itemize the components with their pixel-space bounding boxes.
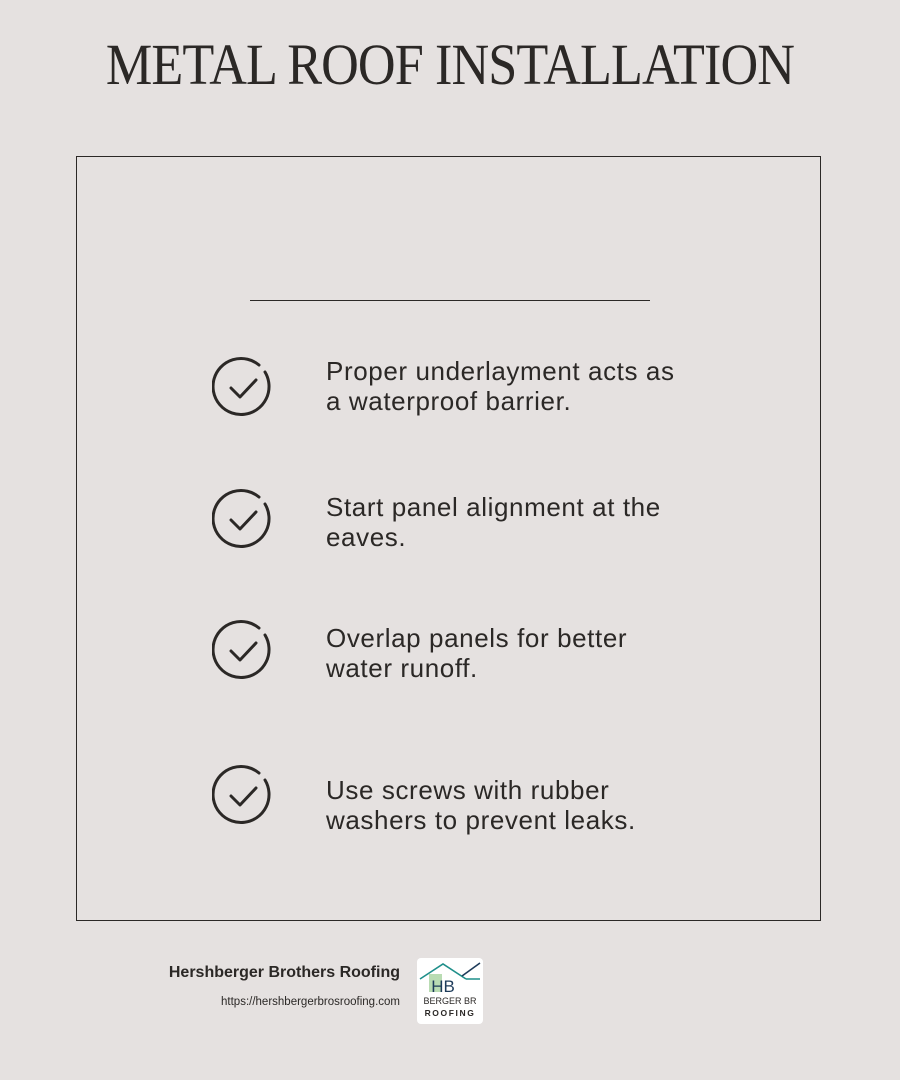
checklist-text bbox=[326, 356, 766, 416]
checklist-text-line2: eaves. bbox=[326, 522, 407, 552]
checklist-text-line1: Proper underlayment acts as bbox=[326, 356, 675, 386]
checklist-text-line2: a waterproof barrier. bbox=[326, 386, 572, 416]
checklist-text-line2: washers to prevent leaks. bbox=[326, 805, 636, 835]
checklist-item bbox=[212, 488, 772, 552]
checklist-text-line1: Start panel alignment at the bbox=[326, 492, 661, 522]
checklist-text bbox=[326, 492, 766, 552]
check-circle-icon bbox=[212, 356, 274, 418]
check-circle-icon bbox=[212, 488, 274, 550]
checklist-text-line1: Use screws with rubber bbox=[326, 775, 610, 805]
checklist-item bbox=[212, 619, 772, 683]
divider bbox=[250, 300, 650, 301]
company-name: Hershberger Brothers Roofing bbox=[168, 964, 400, 981]
page-title: METAL ROOF INSTALLATION bbox=[105, 32, 795, 97]
company-url[interactable]: https://hershbergerbrosroofing.com bbox=[221, 996, 400, 1008]
checklist-item bbox=[212, 356, 772, 420]
check-circle-icon bbox=[212, 619, 274, 681]
svg-text:BERGER BR: BERGER BR bbox=[423, 996, 477, 1006]
company-logo bbox=[417, 958, 483, 1024]
checklist-text bbox=[326, 623, 766, 683]
svg-text:ROOFING: ROOFING bbox=[424, 1008, 476, 1018]
roof-logo-icon bbox=[417, 958, 483, 1024]
checklist-text bbox=[326, 775, 766, 835]
checklist-text-line1: Overlap panels for better bbox=[326, 623, 628, 653]
checklist-item bbox=[212, 764, 772, 835]
checklist-text-line2: water runoff. bbox=[326, 653, 478, 683]
check-circle-icon bbox=[212, 764, 274, 826]
svg-text:HB: HB bbox=[431, 977, 455, 996]
